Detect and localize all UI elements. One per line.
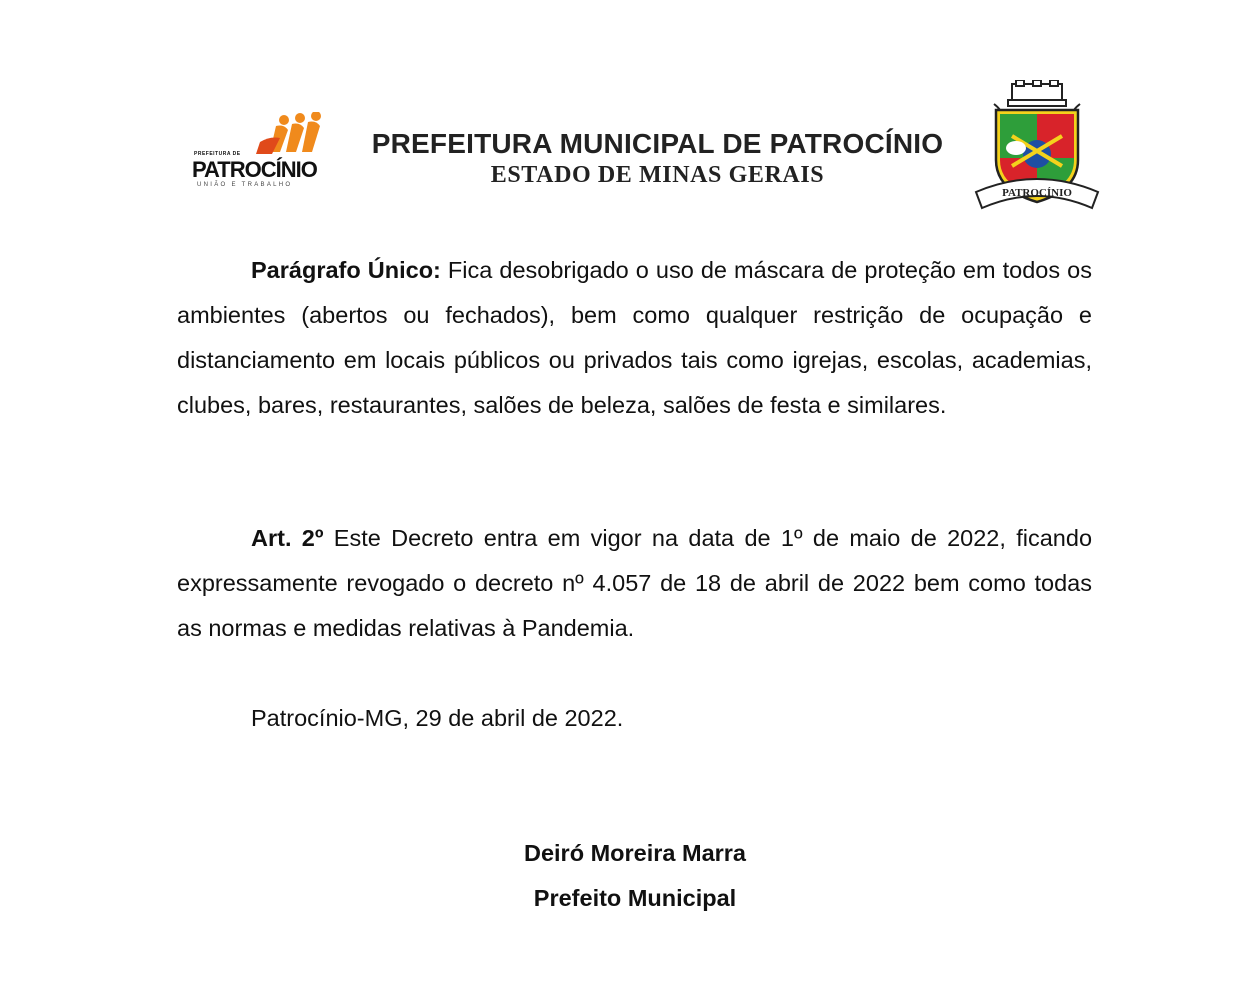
header-title-block: [350, 128, 965, 189]
paragraph-unico: [177, 248, 1092, 428]
coat-of-arms-icon: [972, 80, 1102, 215]
article-2-text: Este Decreto entra em vigor na data de 1º de maio de 2022, ficando expressamente revogado o decreto nº 4.057 de 18 de abril de 2022 bem como todas as normas e medidas relativas à Pandemia.: [177, 525, 1093, 641]
logo-small-text: PREFEITURA DE: [194, 151, 241, 157]
paragraph-unico-text: Fica desobrigado o uso de máscara de proteção em todos os ambientes (abertos ou fechados), bem como qualquer restrição de ocupação e distanciamento em locais públicos ou privados tais como igrejas, escolas, academias, clubes, bares, restaurantes, salões de beleza, salões de festa e similares.: [177, 257, 1092, 418]
logo-slogan: UNIÃO E TRABALHO: [197, 182, 293, 188]
signature-name: Deiró Moreira Marra: [523, 840, 747, 866]
coat-banner-text: PATROCÍNIO: [1002, 187, 1072, 199]
article-2: [177, 516, 1092, 651]
place-date: Patrocínio-MG, 29 de abril de 2022.: [251, 705, 624, 731]
figures-icon: [250, 112, 326, 156]
paragraph-unico-label: Parágrafo Único:: [251, 257, 441, 283]
article-2-label: Art. 2º: [251, 525, 324, 551]
patrocinio-logo: [190, 112, 330, 192]
signature-role: Prefeito Municipal: [533, 885, 737, 911]
page-subtitle: ESTADO DE MINAS GERAIS: [490, 162, 825, 188]
page-title: PREFEITURA MUNICIPAL DE PATROCÍNIO: [371, 128, 944, 159]
logo-name: PATROCÍNIO: [192, 157, 317, 182]
